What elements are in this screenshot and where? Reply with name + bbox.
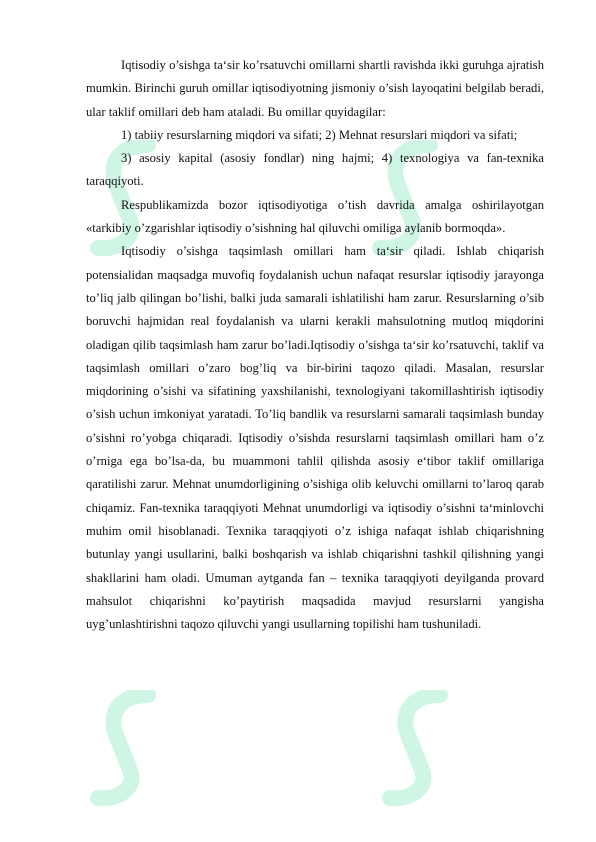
- list-item-3-4: 3) asosiy kapital (asosiy fondlar) ning hajmi; 4) texnologiya va fan-texnika taraqqiyoti.: [86, 151, 544, 189]
- watermark-logo-icon: [78, 690, 168, 810]
- list-item-1-2: 1) tabiiy resurslarning miqdori va sifati; 2) Mehnat resurslari miqdori va sifati;: [121, 127, 518, 142]
- paragraph-reforms: Respublikamizda bozor iqtisodiyotiga o’tish davrida amalga oshirilayotgan «tarkibiy o’zgarishlar iqtisodiy o’sishning hal qiluvchi omiliga aylanib bormoqda».: [86, 197, 544, 236]
- paragraph-intro: Iqtisodiy o’sishga ta‘sir ko’rsatuvchi omillarni shartli ravishda ikki guruhga ajratish mumkin. Birinchi guruh omillar iqtisodiyotning jismoniy o’sish layoqatini belgilab beradi, ular taklif omillari deb ham ataladi. Bu omillar quyidagilar:: [86, 58, 544, 119]
- paragraph-distribution-factors: Iqtisodiy o’sishga taqsimlash omillari ham ta‘sir qiladi. Ishlab chiqarish potensialidan maqsadga muvofiq foydalanish uchun nafaqat resurslar iqtisodiy jarayonga to’liq jalb qilingan bo’lishi, balki juda samarali ishlatilishi ham zarur. Resurslarning o’sib boruvchi hajmidan real foydalanish va ularni kerakli mahsulotning mutloq miqdorini oladigan qilib taqsimlash ham zarur bo’ladi.Iqtisodiy o’sishga ta‘sir ko’rsatuvchi, taklif va taqsimlash omillari o’zaro bog’liq va bir-birini taqozo qiladi. Masalan, resurslar miqdorining o’sishi va sifatining yaxshilanishi, texnologiyani takomillashtirish iqtisodiy o’sish uchun imkoniyat yaratadi. To’liq bandlik va resurslarni samarali taqsimlash bunday o’sishni ro’yobga chiqaradi. Iqtisodiy o’sishda resurslarni taqsimlash omillari ham o’z o’rniga ega bo’lsa-da, bu muammoni tahlil qilishda asosiy e‘tibor taklif omillariga qaratilishi zarur. Mehnat unumdorligining o’sishiga olib keluvchi omillarni to’laroq qarab chiqamiz. Fan-texnika taraqqiyoti Mehnat unumdorligi va iqtisodiy o’sishni ta‘minlovchi muhim omil hisoblanadi. Texnika taraqqiyoti o’z ishiga nafaqat ishlab chiqarishning butunlay yangi usullarini, balki boshqarish va ishlab chiqarishni tashkil qilishning yangi shakllarini ham oladi. Umuman aytganda fan – texnika taraqqiyoti deyilganda provard mahsulot chiqarishni ko’paytirish maqsadida mavjud resurslarni yangisha uyg’unlashtirishni taqozo qiluvchi yangi usullarning topilishi ham tushuniladi.: [86, 244, 544, 632]
- watermark-logo-icon: [370, 690, 460, 810]
- document-body: [86, 54, 544, 636]
